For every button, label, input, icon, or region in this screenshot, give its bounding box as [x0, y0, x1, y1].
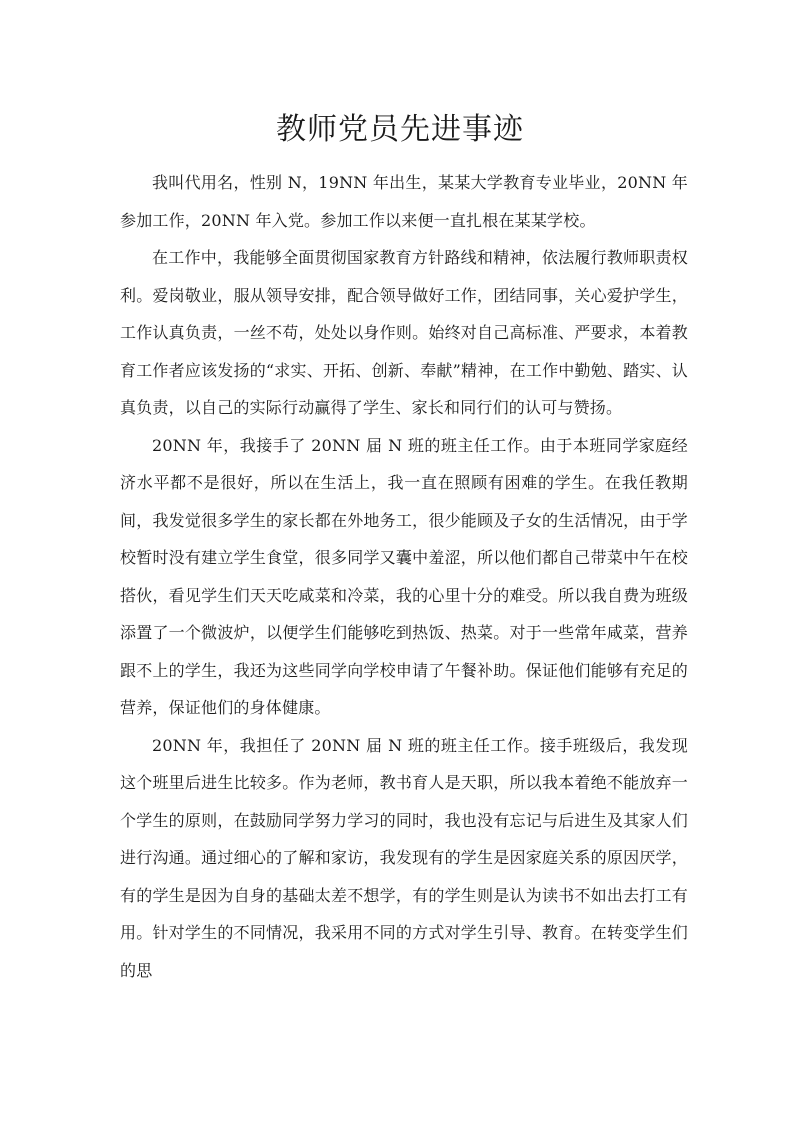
paragraph-2: 在工作中，我能够全面贯彻国家教育方针路线和精神，依法履行教师职责权利。爱岗敬业，服从领导安排，配合领导做好工作，团结同事，关心爱护学生，工作认真负责，一丝不苟，处处以身作则。始终对自己高标准、严要求，本着教育工作者应该发扬的“求实、开拓、创新、奉献”精神，在工作中勤勉、踏实、认真负责，以自己的实际行动赢得了学生、家长和同行们的认可与赞扬。 — [120, 248, 688, 417]
document-body — [120, 164, 688, 989]
document-title: 教师党员先进事迹 — [276, 112, 524, 147]
paragraph-3: 20NN 年，我接手了 20NN 届 N 班的班主任工作。由于本班同学家庭经济水平都不是很好，所以在生活上，我一直在照顾有困难的学生。在我任教期间，我发觉很多学生的家长都在外地务工，很少能顾及子女的生活情况，由于学校暂时没有建立学生食堂，很多同学又囊中羞涩，所以他们都自己带菜中午在校搭伙，看见学生们天天吃咸菜和冷菜，我的心里十分的难受。所以我自费为班级添置了一个微波炉，以便学生们能够吃到热饭、热菜。对于一些常年咸菜，营养跟不上的学生，我还为这些同学向学校申请了午餐补助。保证他们能够有充足的营养，保证他们的身体健康。 — [120, 435, 688, 717]
paragraph-4: 20NN 年，我担任了 20NN 届 N 班的班主任工作。接手班级后，我发现这个班里后进生比较多。作为老师，教书育人是天职，所以我本着绝不能放弃一个学生的原则，在鼓励同学努力学习的同时，我也没有忘记与后进生及其家人们进行沟通。通过细心的了解和家访，我发现有的学生是因家庭关系的原因厌学，有的学生是因为自身的基础太差不想学，有的学生则是认为读书不如出去打工有用。针对学生的不同情况，我采用不同的方式对学生引导、教育。在转变学生们的思 — [120, 735, 688, 980]
paragraph-1: 我叫代用名，性别 N，19NN 年出生，某某大学教育专业毕业，20NN 年参加工作，20NN 年入党。参加工作以来便一直扎根在某某学校。 — [120, 173, 688, 230]
